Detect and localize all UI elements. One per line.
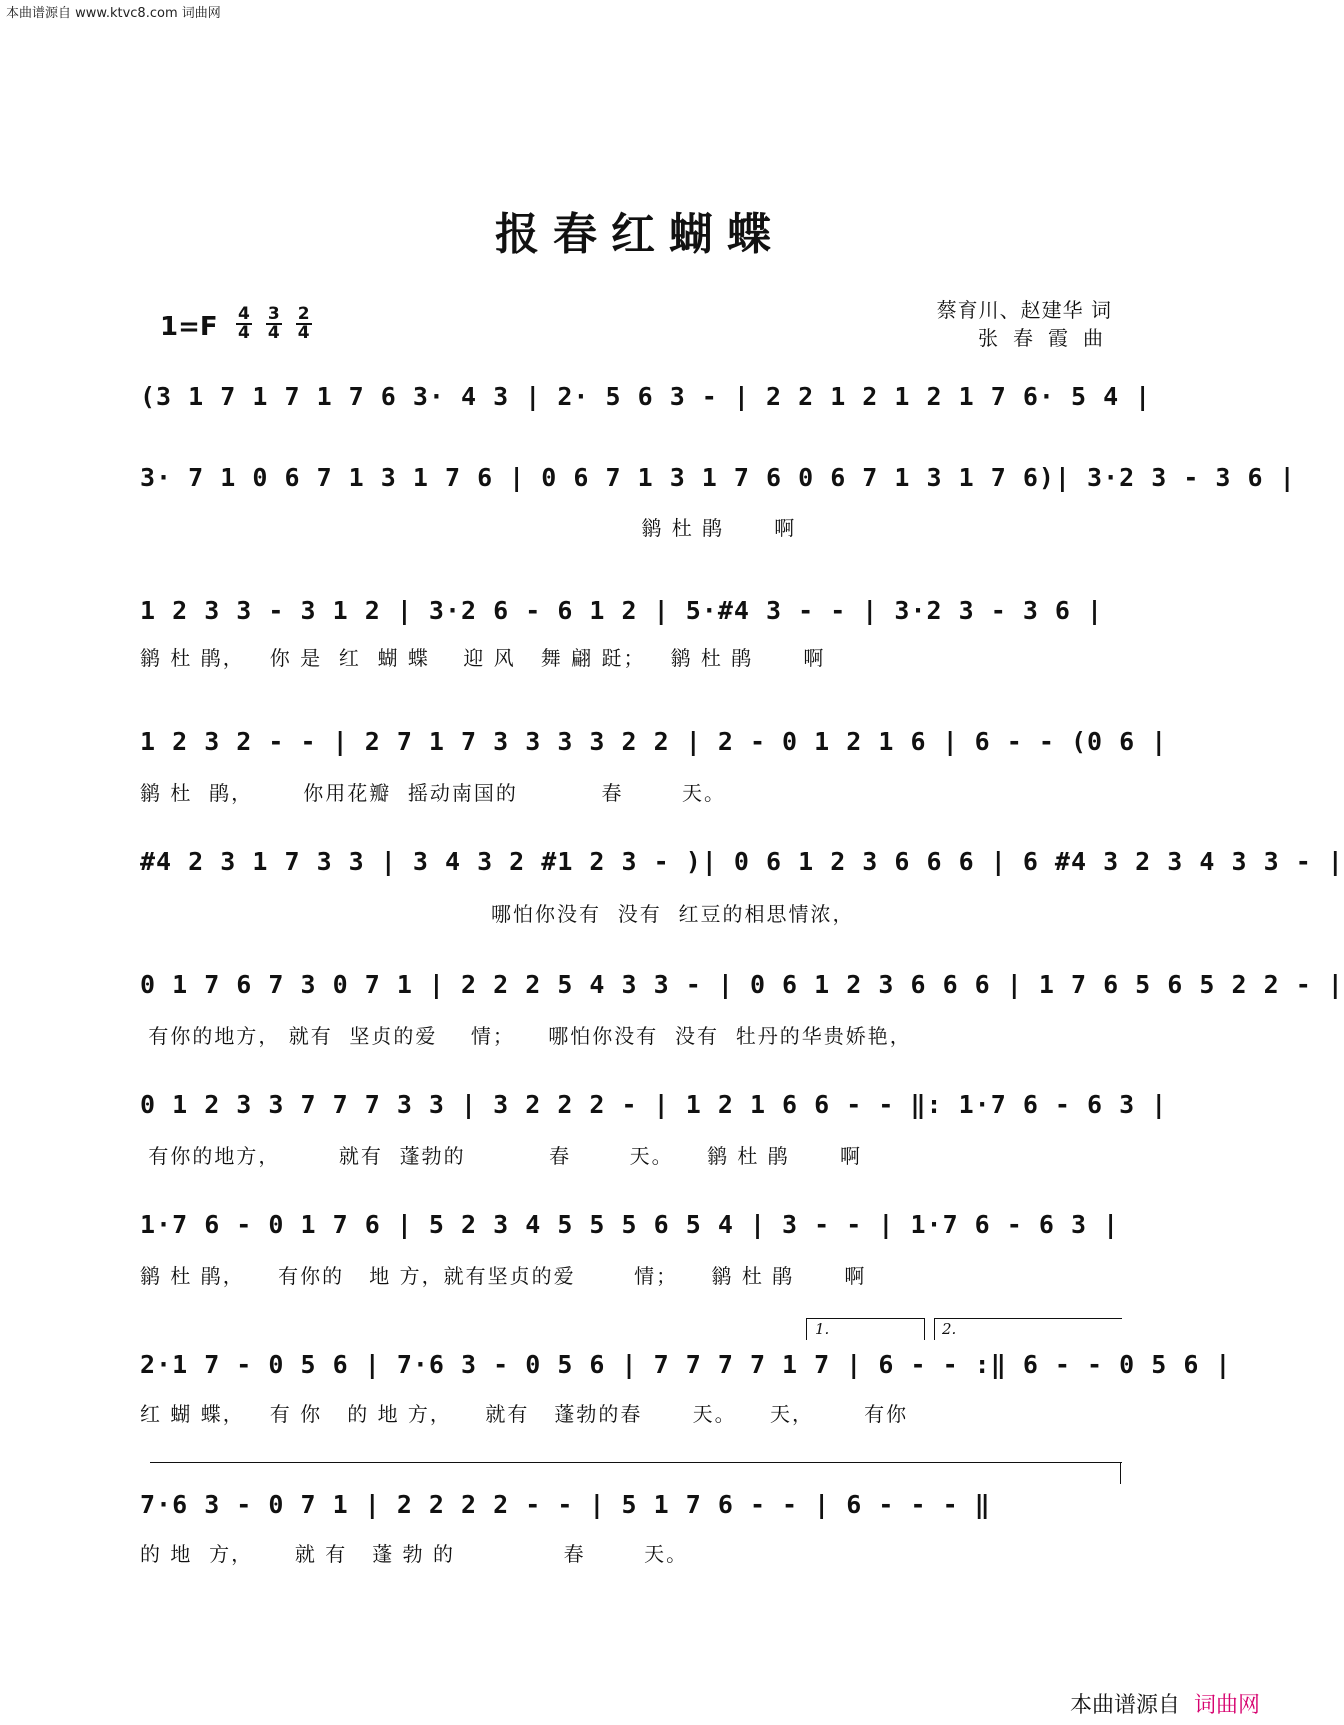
time-signature: $\frac{2}{4}$ xyxy=(297,304,310,343)
notation-row: 2·1 7 - 0 5 6 | 7·6 3 - 0 5 6 | 7 7 7 7 1 7 | 6 - - :‖ 6 - - 0 5 6 | xyxy=(140,1350,1232,1379)
source-note: 本曲谱源自 www.ktvc8.com 词曲网 xyxy=(6,6,221,21)
volta-number: 2. xyxy=(942,1320,957,1338)
song-title: 报春红蝴蝶 xyxy=(495,209,785,260)
volta-number: 1. xyxy=(815,1320,830,1338)
lyric-row: 鹟 杜 鹃 啊 xyxy=(140,516,797,540)
footer-source xyxy=(1070,1688,1260,1719)
notation-row: 3· 7 1 0 6 7 1 3 1 7 6 | 0 6 7 1 3 1 7 6 0 6 7 1 3 1 7 6)| 3·2 3 - 3 6 | xyxy=(140,463,1296,492)
lyric-row: 有你的地方， 就有 蓬勃的 春 天。 鹟 杜 鹃 啊 xyxy=(140,1144,862,1168)
notation-row: 7·6 3 - 0 7 1 | 2 2 2 2 - - | 5 1 7 6 - - | 6 - - - ‖ xyxy=(140,1490,991,1519)
composer-credit: 张春霞曲 xyxy=(978,326,1118,350)
volta-bracket xyxy=(934,1318,1122,1319)
lyric-row: 鹟 杜 鹃， 有你的 地 方，就有坚贞的爱 情； 鹟 杜 鹃 啊 xyxy=(140,1264,867,1288)
time-signature: $\frac{4}{4}$ xyxy=(238,304,250,343)
notation-row: #4 2 3 1 7 3 3 | 3 4 3 2 #1 2 3 - )| 0 6 1 2 3 6 6 6 | 6 #4 3 2 3 4 3 3 - | xyxy=(140,847,1344,876)
lyric-row: 鹟 杜 鹃， 你用花瓣 摇动南国的 春 天。 xyxy=(140,781,727,805)
notation-row: 1 2 3 3 - 3 1 2 | 3·2 6 - 6 1 2 | 5·#4 3 - - | 3·2 3 - 3 6 | xyxy=(140,596,1104,625)
lyric-row: 的 地 方， 就 有 蓬 勃 的 春 天。 xyxy=(140,1542,689,1566)
time-signatures xyxy=(236,306,312,342)
footer-brand[interactable]: 词曲网 xyxy=(1193,1693,1260,1718)
volta-bracket xyxy=(150,1462,1122,1463)
volta-bracket xyxy=(1120,1462,1121,1484)
lyricist-credit: 蔡育川、赵建华 词 xyxy=(936,298,1112,322)
volta-bracket xyxy=(806,1318,807,1340)
notation-row: 0 1 7 6 7 3 0 7 1 | 2 2 2 5 4 3 3 - | 0 6 1 2 3 6 6 6 | 1 7 6 5 6 5 2 2 - | xyxy=(140,970,1344,999)
time-signature: $\frac{3}{4}$ xyxy=(267,304,280,343)
volta-bracket xyxy=(934,1318,935,1340)
footer-source-text: 本曲谱源自 xyxy=(1069,1693,1180,1718)
notation-row: 0 1 2 3 3 7 7 7 3 3 | 3 2 2 2 - | 1 2 1 6 6 - - ‖: 1·7 6 - 6 3 | xyxy=(140,1090,1168,1119)
volta-bracket xyxy=(924,1318,925,1340)
volta-bracket xyxy=(806,1318,924,1319)
lyric-row: 鹟 杜 鹃， 你 是 红 蝴 蝶 迎 风 舞 翩 跹； 鹟 杜 鹃 啊 xyxy=(140,646,826,670)
notation-row: 1·7 6 - 0 1 7 6 | 5 2 3 4 5 5 5 6 5 4 | 3 - - | 1·7 6 - 6 3 | xyxy=(140,1210,1120,1239)
key-signature: 1=F xyxy=(160,312,218,342)
notation-row: 1 2 3 2 - - | 2 7 1 7 3 3 3 3 2 2 | 2 - 0 1 2 1 6 | 6 - - (0 6 | xyxy=(140,727,1168,756)
lyric-row: 哪怕你没有 没有 红豆的相思情浓， xyxy=(140,902,855,926)
lyric-row: 红 蝴 蝶， 有 你 的 地 方， 就有 蓬勃的春 天。 天， 有你 xyxy=(140,1402,909,1426)
lyric-row: 有你的地方， 就有 坚贞的爱 情； 哪怕你没有 没有 牡丹的华贵娇艳， xyxy=(140,1024,912,1048)
notation-row: (3 1 7 1 7 1 7 6 3· 4 3 | 2· 5 6 3 - | 2 2 1 2 1 2 1 7 6· 5 4 | xyxy=(140,382,1152,411)
